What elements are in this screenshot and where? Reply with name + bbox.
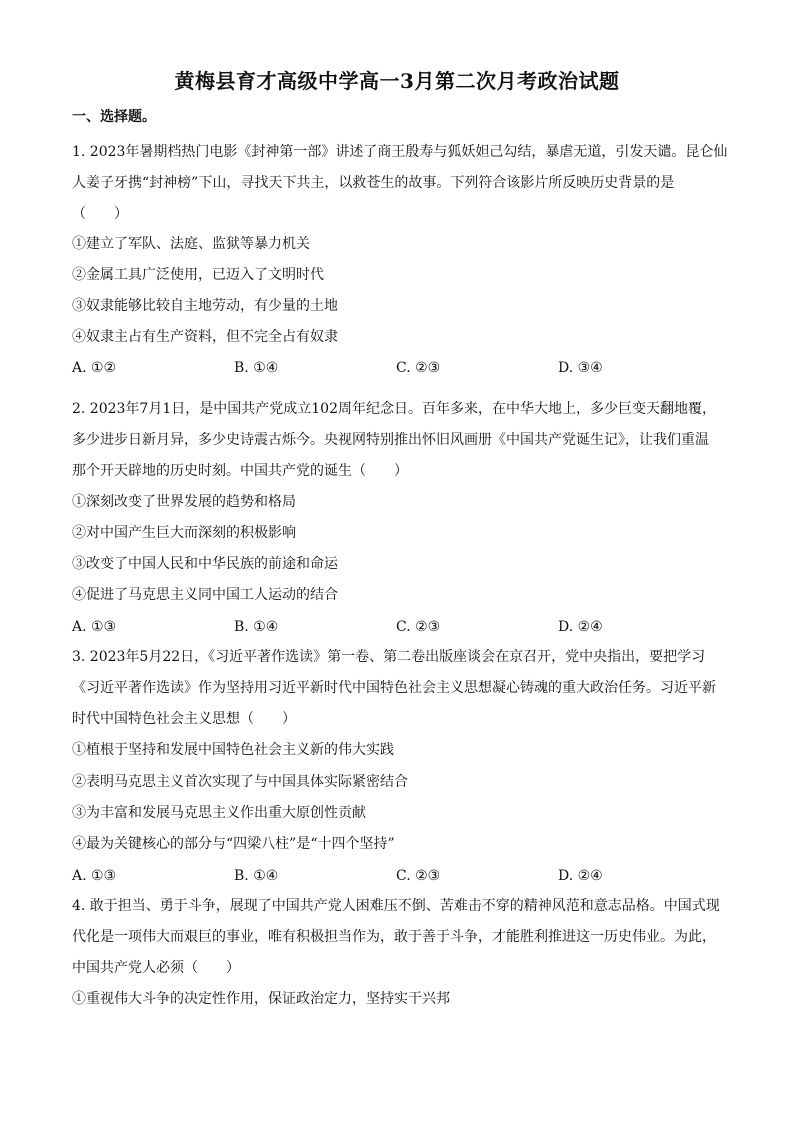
question-1-option-d: D. ③④	[558, 360, 603, 376]
question-2-item-3: ③改变了中国人民和中华民族的前途和命运	[72, 556, 338, 572]
question-3-line-3: 时代中国特色社会主义思想（ ）	[72, 711, 296, 727]
question-1-option-b: B. ①④	[234, 360, 279, 376]
question-3-option-b: B. ①④	[234, 868, 279, 884]
question-4-item-1: ①重视伟大斗争的决定性作用，保证政治定力，坚持实干兴邦	[72, 991, 450, 1007]
question-1-option-a: A. ①②	[72, 360, 117, 376]
question-2-line-2: 多少进步日新月异，多少史诗震古烁今。央视网特别推出怀旧风画册《中国共产党诞生记》，让我们重温	[72, 432, 709, 448]
question-3-option-d: D. ②④	[558, 868, 603, 884]
question-3-line-1: 3. 2023年5月22日，《习近平著作选读》第一卷、第二卷出版座谈会在京召开，党中央指出，要把学习	[72, 649, 706, 665]
question-2-option-a: A. ①③	[72, 619, 117, 635]
question-3-option-c: C. ②③	[396, 868, 441, 884]
question-4-line-3: 中国共产党人必须（ ）	[72, 960, 240, 976]
question-1-line-3: （ ）	[72, 206, 128, 222]
section-heading: 一、选择题。	[72, 109, 156, 125]
question-2-option-c: C. ②③	[396, 619, 441, 635]
question-3-line-2: 《习近平著作选读》作为坚持用习近平新时代中国特色社会主义思想凝心铸魂的重大政治任务。习近平新	[72, 680, 716, 696]
question-4-line-2: 代化是一项伟大而艰巨的事业，唯有积极担当作为，敢于善于斗争，才能胜利推进这一历史伟业。为此，	[72, 929, 716, 945]
question-3-options	[72, 865, 732, 887]
question-2-item-2: ②对中国产生巨大而深刻的积极影响	[72, 525, 296, 541]
question-3-option-a: A. ①③	[72, 868, 117, 884]
question-1-item-2: ②金属工具广泛使用，已迈入了文明时代	[72, 267, 324, 283]
question-1-item-3: ③奴隶能够比较自主地劳动，有少量的土地	[72, 298, 338, 314]
page-title: 黄梅县育才高级中学高一3月第二次月考政治试题	[174, 69, 620, 93]
question-3-item-3: ③为丰富和发展马克思主义作出重大原创性贡献	[72, 805, 366, 821]
question-3-item-2: ②表明马克思主义首次实现了与中国具体实际紧密结合	[72, 774, 408, 790]
question-2-line-1: 2. 2023年7月1日，是中国共产党成立102周年纪念日。百年多来，在中华大地上，多少巨变天翻地覆，	[72, 401, 716, 417]
question-1-option-c: C. ②③	[396, 360, 441, 376]
question-1-line-1: 1. 2023年暑期档热门电影《封神第一部》讲述了商王殷寿与狐妖妲己勾结，暴虐无道，引发天谴。昆仑仙	[72, 144, 728, 160]
question-2-line-3: 那个开天辟地的历史时刻。中国共产党的诞生（ ）	[72, 463, 408, 479]
question-1-options	[72, 357, 732, 379]
question-2-option-d: D. ②④	[558, 619, 603, 635]
question-2-item-4: ④促进了马克思主义同中国工人运动的结合	[72, 587, 338, 603]
question-1-item-4: ④奴隶主占有生产资料，但不完全占有奴隶	[72, 329, 338, 345]
question-1-item-1: ①建立了军队、法庭、监狱等暴力机关	[72, 236, 310, 252]
question-1-line-2: 人姜子牙携“封神榜”下山，寻找天下共主，以救苍生的故事。下列符合该影片所反映历史背景的是	[72, 175, 675, 191]
question-2-options	[72, 616, 732, 638]
question-4-line-1: 4. 敢于担当、勇于斗争，展现了中国共产党人困难压不倒、苦难击不穿的精神风范和意志品格。中国式现	[72, 898, 720, 914]
question-2-option-b: B. ①④	[234, 619, 279, 635]
question-3-item-4: ④最为关键核心的部分与“四梁八柱”是“十四个坚持”	[72, 836, 395, 852]
question-3-item-1: ①植根于坚持和发展中国特色社会主义新的伟大实践	[72, 742, 394, 758]
question-2-item-1: ①深刻改变了世界发展的趋势和格局	[72, 494, 296, 510]
